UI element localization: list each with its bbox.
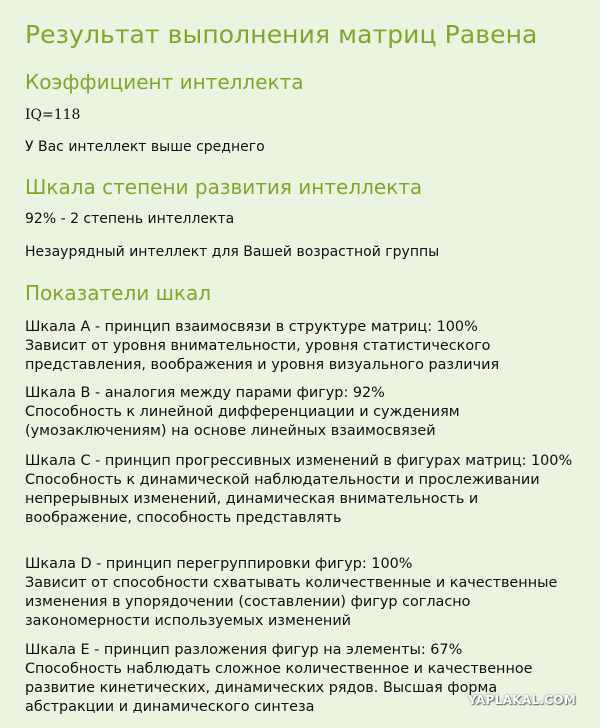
scale-d-head: Шкала D - принцип перегруппировки фигур: 100% <box>25 556 413 572</box>
development-value: 92% - 2 степень интеллекта <box>25 211 235 227</box>
scale-c-desc: Способность к динамической наблюдательности и прослеживании непрерывных изменений, динамическая внимательность и воображение, способность представлять <box>25 472 540 526</box>
iq-heading: Коэффициент интеллекта <box>25 70 304 94</box>
iq-value: IQ=118 <box>25 107 81 123</box>
scale-item-b <box>25 384 585 441</box>
iq-summary: У Вас интеллект выше среднего <box>25 139 265 155</box>
scale-a-desc: Зависит от уровня внимательности, уровня статистического представления, воображения и уровня визуального различия <box>25 338 500 373</box>
scale-b-head: Шкала B - аналогия между парами фигур: 92% <box>25 385 385 401</box>
scale-a-head: Шкала A - принцип взаимосвязи в структуре матриц: 100% <box>25 319 478 335</box>
watermark: YAPLAKAL.COM <box>468 693 576 707</box>
scale-item-a <box>25 318 585 375</box>
scale-item-d <box>25 555 585 631</box>
scale-c-head: Шкала C - принцип прогрессивных изменений в фигурах матриц: 100% <box>25 453 573 469</box>
scale-item-c <box>25 452 585 528</box>
development-summary: Незаурядный интеллект для Вашей возрастной группы <box>25 244 440 260</box>
scale-b-desc: Способность к линейной дифференциации и суждениям (умозаключениям) на основе линейных взаимосвязей <box>25 404 460 439</box>
scale-e-head: Шкала E - принцип разложения фигур на элементы: 67% <box>25 642 463 658</box>
scales-heading: Показатели шкал <box>25 281 212 305</box>
scale-d-desc: Зависит от способности схватывать количественные и качественные изменения в упорядочении (составлении) фигур согласно закономерности используемых изменений <box>25 575 558 629</box>
page-title: Результат выполнения матриц Равена <box>25 20 538 49</box>
development-heading: Шкала степени развития интеллекта <box>25 175 423 199</box>
scale-e-desc: Способность наблюдать сложное количественное и качественное развитие кинетических, динамических рядов. Высшая форма абстракции и динамического синтеза <box>25 661 533 715</box>
